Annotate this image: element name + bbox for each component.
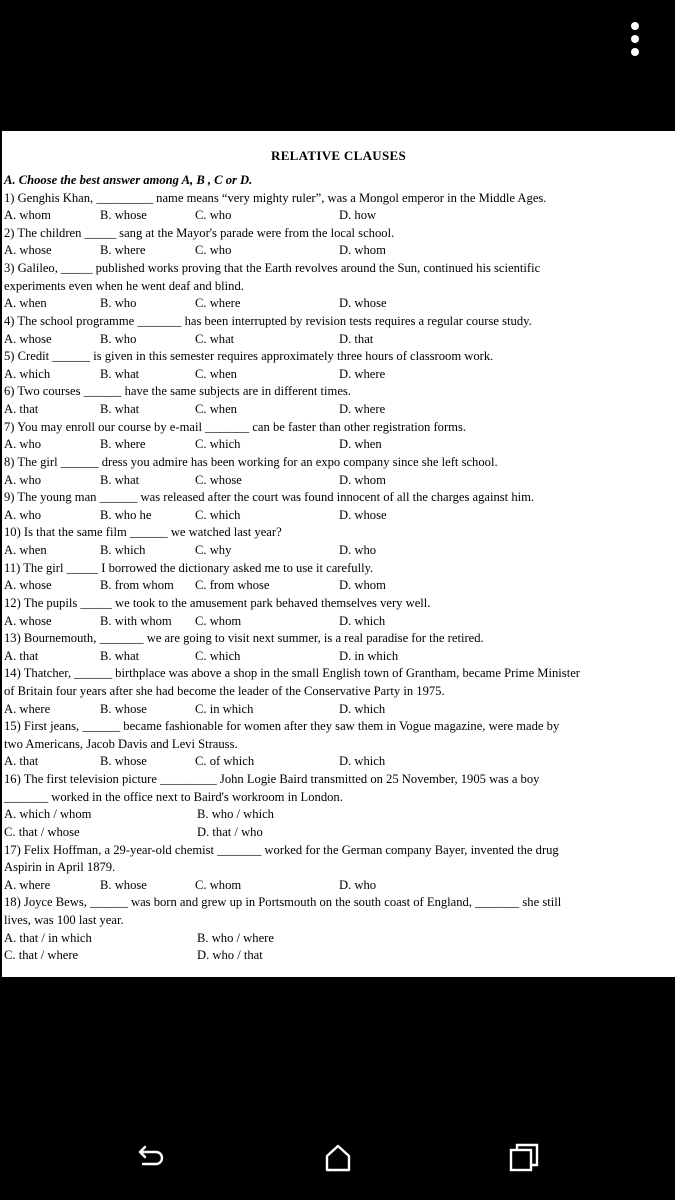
question-text: 11) The girl _____ I borrowed the dictionary asked me to use it carefully. (4, 560, 374, 575)
answer-option[interactable]: B. whose (100, 754, 147, 769)
answer-option[interactable]: C. whom (195, 613, 242, 628)
question-text: two Americans, Jacob Davis and Levi Strauss. (4, 736, 238, 751)
answer-option[interactable]: D. where (339, 402, 386, 417)
home-button[interactable] (320, 1140, 356, 1176)
answer-option[interactable]: D. whose (339, 296, 387, 311)
answer-option[interactable]: C. which (195, 437, 241, 452)
recents-icon (506, 1140, 542, 1176)
recents-button[interactable] (506, 1140, 542, 1176)
question-text: 14) Thatcher, ______ birthplace was above a shop in the small English town of Grantham, became Prime Minister (4, 666, 580, 681)
answer-option[interactable]: A. that (4, 402, 39, 417)
answer-option[interactable]: C. whose (195, 472, 242, 487)
back-icon (132, 1140, 168, 1176)
answer-option[interactable]: A. that (4, 648, 39, 663)
answer-option[interactable]: C. of which (195, 754, 255, 769)
page-title: RELATIVE CLAUSES (271, 148, 406, 163)
answer-option[interactable]: A. where (4, 877, 51, 892)
question-text: 4) The school programme _______ has been interrupted by revision tests requires a regular course study. (4, 313, 532, 328)
question-text: lives, was 100 last year. (4, 913, 124, 928)
answer-option[interactable]: D. when (339, 437, 382, 452)
question-text: _______ worked in the office next to Baird's workroom in London. (4, 789, 343, 804)
answer-option[interactable]: A. whose (4, 578, 52, 593)
question-text: 9) The young man ______ was released after the court was found innocent of all the charges against him. (4, 490, 535, 505)
answer-option[interactable]: D. whose (339, 507, 387, 522)
question-text: 16) The first television picture _________ John Logie Baird transmitted on 25 November, 1905 was a boy (4, 772, 540, 787)
answer-option[interactable]: A. where (4, 701, 51, 716)
answer-option[interactable]: C. which (195, 648, 241, 663)
answer-option[interactable]: D. who / that (197, 948, 263, 963)
answer-option[interactable]: C. in which (195, 701, 254, 716)
answer-option[interactable]: B. who (100, 296, 137, 311)
answer-option[interactable]: C. where (195, 296, 241, 311)
answer-option[interactable]: A. who (4, 437, 42, 452)
answer-option[interactable]: B. whose (100, 877, 147, 892)
answer-option[interactable]: A. which / whom (4, 807, 92, 822)
answer-option[interactable]: C. what (195, 331, 235, 346)
answer-option[interactable]: C. whom (195, 877, 242, 892)
answer-option[interactable]: B. where (100, 437, 146, 452)
answer-option[interactable]: D. who (339, 543, 377, 558)
question-text: 1) Genghis Khan, _________ name means “very mighty ruler”, was a Mongol emperor in the Middle Ages. (4, 190, 547, 205)
question-text: 2) The children _____ sang at the Mayor's parade were from the local school. (4, 225, 395, 240)
answer-option[interactable]: B. who he (100, 507, 152, 522)
answer-option[interactable]: A. whose (4, 331, 52, 346)
answer-option[interactable]: B. who / which (197, 807, 274, 822)
worksheet-page (2, 131, 675, 977)
overflow-menu-button[interactable] (630, 22, 640, 62)
question-text: Aspirin in April 1879. (4, 860, 116, 875)
answer-option[interactable]: A. when (4, 296, 47, 311)
question-text: 13) Bournemouth, _______ we are going to visit next summer, is a real paradise for the retired. (4, 631, 484, 646)
answer-option[interactable]: C. who (195, 243, 232, 258)
answer-option[interactable]: C. that / where (4, 948, 79, 963)
answer-option[interactable]: B. what (100, 366, 140, 381)
question-text: experiments even when he went deaf and blind. (4, 278, 244, 293)
answer-option[interactable]: D. which (339, 754, 386, 769)
question-text: of Britain four years after she had become the leader of the Conservative Party in 1975. (4, 683, 445, 698)
answer-option[interactable]: D. who (339, 877, 377, 892)
back-button[interactable] (132, 1140, 168, 1176)
answer-option[interactable]: A. whose (4, 613, 52, 628)
answer-option[interactable]: A. whose (4, 243, 52, 258)
answer-option[interactable]: D. how (339, 208, 377, 223)
answer-option[interactable]: B. whose (100, 701, 147, 716)
answer-option[interactable]: B. who / where (197, 930, 274, 945)
answer-option[interactable]: D. whom (339, 472, 386, 487)
question-text: 15) First jeans, ______ became fashionable for women after they saw them in Vogue magazine, were made by (4, 719, 560, 734)
answer-option[interactable]: A. who (4, 507, 42, 522)
answer-option[interactable]: B. where (100, 243, 146, 258)
instruction: A. Choose the best answer among A, B , C or D. (4, 173, 253, 187)
navigation-bar (0, 1110, 675, 1200)
answer-option[interactable]: C. when (195, 366, 237, 381)
answer-option[interactable]: B. what (100, 472, 140, 487)
answer-option[interactable]: C. why (195, 543, 232, 558)
answer-option[interactable]: A. which (4, 366, 51, 381)
answer-option[interactable]: C. who (195, 208, 232, 223)
question-text: 6) Two courses ______ have the same subjects are in different times. (4, 384, 351, 399)
question-text: 7) You may enroll our course by e-mail _______ can be faster than other registration forms. (4, 419, 467, 434)
answer-option[interactable]: A. when (4, 543, 47, 558)
answer-option[interactable]: C. that / whose (4, 824, 80, 839)
answer-option[interactable]: D. which (339, 701, 386, 716)
answer-option[interactable]: D. whom (339, 578, 386, 593)
answer-option[interactable]: D. whom (339, 243, 386, 258)
question-text: 12) The pupils _____ we took to the amusement park behaved themselves very well. (4, 595, 431, 610)
answer-option[interactable]: C. from whose (195, 578, 270, 593)
home-icon (320, 1140, 356, 1176)
answer-option[interactable]: D. in which (339, 648, 399, 663)
answer-option[interactable]: B. whose (100, 208, 147, 223)
answer-option[interactable]: B. what (100, 402, 140, 417)
answer-option[interactable]: D. which (339, 613, 386, 628)
answer-option[interactable]: B. which (100, 543, 146, 558)
answer-option[interactable]: A. who (4, 472, 42, 487)
question-text: 5) Credit ______ is given in this semester requires approximately three hours of classroom work. (4, 349, 494, 364)
answer-option[interactable]: B. with whom (100, 613, 172, 628)
answer-option[interactable]: A. whom (4, 208, 51, 223)
question-text: 17) Felix Hoffman, a 29-year-old chemist _______ worked for the German company Bayer, invented the drug (4, 842, 559, 857)
answer-option[interactable]: D. that (339, 331, 374, 346)
answer-option[interactable]: A. that (4, 754, 39, 769)
question-text: 8) The girl ______ dress you admire has been working for an expo company since she left school. (4, 454, 498, 469)
question-text: 3) Galileo, _____ published works proving that the Earth revolves around the Sun, continued his scientific (4, 261, 541, 276)
question-text: 10) Is that the same film ______ we watched last year? (4, 525, 282, 540)
question-text: 18) Joyce Bews, ______ was born and grew up in Portsmouth on the south coast of England, _______ she still (4, 895, 562, 910)
answer-option[interactable]: D. where (339, 366, 386, 381)
answer-option[interactable]: C. when (195, 402, 237, 417)
answer-option[interactable]: D. that / who (197, 824, 263, 839)
answer-option[interactable]: B. from whom (100, 578, 174, 593)
answer-option[interactable]: B. what (100, 648, 140, 663)
answer-option[interactable]: C. which (195, 507, 241, 522)
answer-option[interactable]: B. who (100, 331, 137, 346)
answer-option[interactable]: A. that / in which (4, 930, 92, 945)
